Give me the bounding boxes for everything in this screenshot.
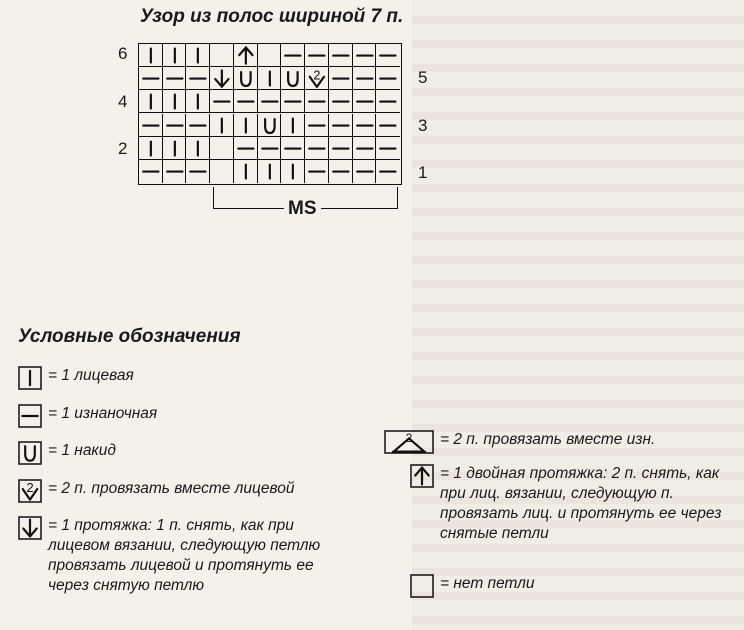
legend-item-no-stitch [410, 574, 730, 598]
chart-cell-knit [139, 137, 163, 160]
chart-cell-purl [163, 67, 187, 90]
knit-symbol-icon [18, 366, 42, 390]
no-stitch-symbol-icon [410, 574, 434, 598]
row-number-6: 6 [118, 44, 128, 63]
svg-text:2: 2 [26, 479, 34, 495]
chart-cell-k2tog [305, 67, 329, 90]
chart-cell-knit [281, 114, 305, 137]
legend-title: Условные обозначения [18, 326, 241, 347]
chart-cell-purl [353, 90, 377, 113]
chart-cell-purl [376, 160, 400, 183]
legend-item-slip-decrease [18, 516, 353, 596]
chart-cell-knit [163, 90, 187, 113]
knitting-chart-grid [138, 43, 402, 185]
legend-text-k2tog: = 2 п. провязать вместе лицевой [48, 480, 295, 497]
chart-cell-purl [186, 160, 210, 183]
chart-cell-purl [186, 114, 210, 137]
legend-item-knit [18, 366, 378, 390]
chart-cell-knit [234, 160, 258, 183]
legend-item-double-decrease [410, 464, 730, 544]
chart-cell-knit [163, 137, 187, 160]
chart-cell-purl [186, 67, 210, 90]
repeat-label: MS [284, 198, 321, 220]
legend-item-purl [18, 404, 378, 428]
chart-cell-purl [139, 160, 163, 183]
chart-cell-purl [258, 137, 282, 160]
legend-text-p2tog: = 2 п. провязать вместе изн. [440, 431, 656, 448]
row-number-1: 1 [418, 163, 428, 182]
row-number-5: 5 [418, 68, 428, 87]
chart-cell-purl [329, 114, 353, 137]
legend-text-double-decrease: = 1 двойная протяжка: 2 п. снять, как при лиц. вязании, следующую п. провязать лиц. и протянуть ее через снятые петли [440, 465, 722, 542]
chart-cell-purl [353, 67, 377, 90]
legend-item-yarn-over [18, 441, 378, 465]
chart-cell-knit [186, 90, 210, 113]
chart-cell-purl [353, 114, 377, 137]
chart-cell-knit [258, 67, 282, 90]
chart-cell-purl [258, 90, 282, 113]
chart-cell-purl [376, 137, 400, 160]
chart-cell-purl [281, 137, 305, 160]
purl-symbol-icon [18, 404, 42, 428]
chart-cell-knit [139, 90, 163, 113]
chart-cell-purl [210, 90, 234, 113]
chart-cell-knit [258, 160, 282, 183]
legend-text-purl: = 1 изнаночная [48, 405, 158, 422]
legend-item-k2tog [18, 479, 378, 503]
svg-text:2: 2 [313, 67, 321, 83]
chart-cell-yo [234, 67, 258, 90]
chart-cell-knit [186, 44, 210, 67]
row-number-3: 3 [418, 116, 428, 135]
chart-cell-purl [353, 44, 377, 67]
chart-cell-purl [305, 90, 329, 113]
chart-cell-purl [329, 67, 353, 90]
chart-cell-purl [139, 67, 163, 90]
chart-cell-purl [163, 114, 187, 137]
chart-cell-purl [305, 44, 329, 67]
chart-cell-sl1k1psso [210, 67, 234, 90]
double-decrease-symbol-icon [410, 464, 434, 488]
chart-cell-knit [139, 44, 163, 67]
chart-cell-purl [353, 137, 377, 160]
chart-cell-purl [163, 160, 187, 183]
chart-cell-knit [163, 44, 187, 67]
row-number-4: 4 [118, 92, 128, 111]
chart-cell-purl [234, 137, 258, 160]
chart-cell-purl [376, 67, 400, 90]
chart-cell-yo [281, 67, 305, 90]
k2tog-symbol-icon [18, 479, 42, 503]
chart-cell-none [210, 137, 234, 160]
chart-cell-none [210, 160, 234, 183]
chart-cell-knit [186, 137, 210, 160]
chart-cell-dbl_dec [234, 44, 258, 67]
chart-cell-purl [376, 44, 400, 67]
legend-text-knit: = 1 лицевая [48, 367, 134, 384]
chart-cell-purl [329, 160, 353, 183]
chart-cell-none [210, 44, 234, 67]
chart-cell-purl [234, 90, 258, 113]
chart-cell-none [258, 44, 282, 67]
chart-cell-knit [281, 160, 305, 183]
chart-cell-yo [258, 114, 282, 137]
legend-item-p2tog [384, 430, 724, 454]
legend-text-yarn-over: = 1 накид [48, 442, 116, 459]
chart-cell-purl [139, 114, 163, 137]
chart-cell-purl [305, 160, 329, 183]
chart-cell-purl [329, 44, 353, 67]
row-number-2: 2 [118, 139, 128, 158]
svg-text:2: 2 [405, 431, 413, 445]
slip-decrease-symbol-icon [18, 516, 42, 540]
chart-cell-knit [210, 114, 234, 137]
chart-cell-purl [281, 44, 305, 67]
chart-title: Узор из полос шириной 7 п. [140, 6, 404, 27]
legend-text-no-stitch: = нет петли [440, 575, 535, 592]
chart-cell-purl [329, 137, 353, 160]
chart-cell-purl [329, 90, 353, 113]
chart-cell-purl [281, 90, 305, 113]
chart-cell-purl [305, 114, 329, 137]
chart-cell-knit [234, 114, 258, 137]
yarn-over-symbol-icon [18, 441, 42, 465]
legend-text-slip-decrease: = 1 протяжка: 1 п. снять, как при лицевом вязании, следующую петлю провязать лицевой и протянуть ее через снятую петлю [48, 517, 321, 594]
chart-cell-purl [376, 90, 400, 113]
p2tog-symbol-icon [384, 430, 434, 454]
chart-cell-purl [376, 114, 400, 137]
chart-cell-purl [305, 137, 329, 160]
chart-cell-purl [353, 160, 377, 183]
